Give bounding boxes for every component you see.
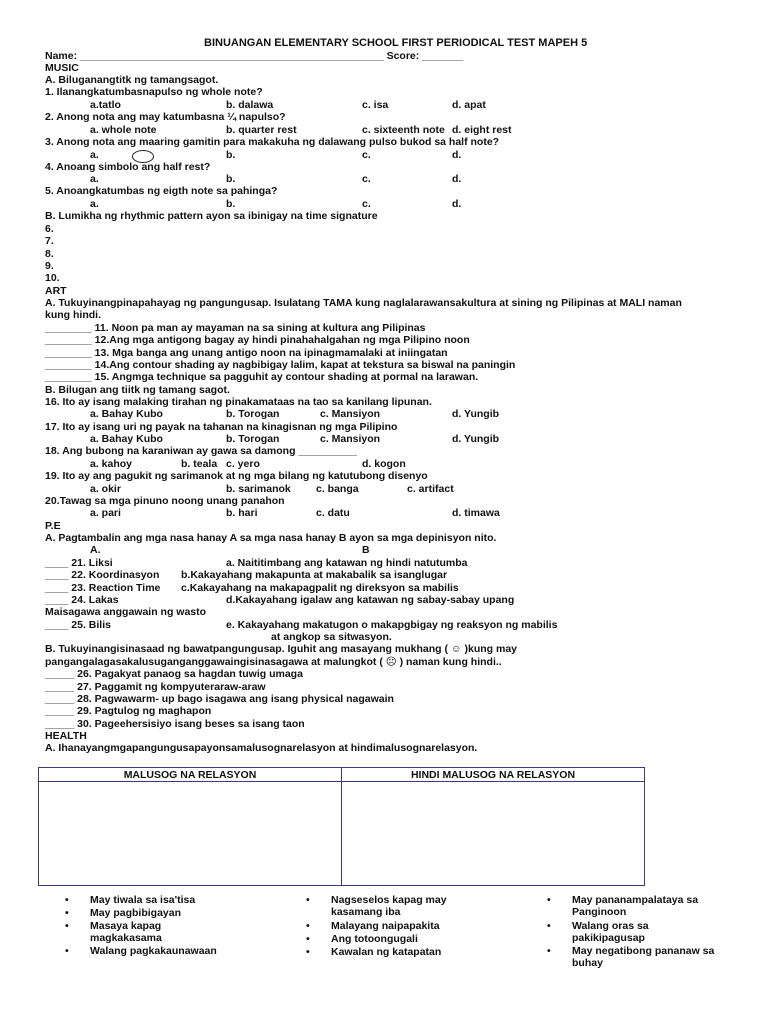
q18-option-d: d. kogon [362, 458, 406, 470]
item-number-7: 7. [45, 235, 54, 247]
answer-cell-malusog[interactable] [39, 782, 342, 886]
q20-option-a: a. pari [90, 507, 121, 519]
q18-option-b: b. teala [181, 458, 218, 470]
list-item: • Walang pagkakaunawaan [90, 945, 250, 957]
section-heading-health: HEALTH [45, 730, 87, 742]
q16-option-d: d. Yungib [452, 408, 500, 420]
q5-option-a: a. [90, 198, 99, 210]
q4-option-b: b. [226, 173, 236, 185]
q19-option-d: c. artifact [407, 483, 454, 495]
question-16: 16. Ito ay isang malaking tirahan ng pinakamataas na tao sa kanilang lipunan. [45, 396, 432, 408]
q3-option-b: b. [226, 149, 236, 161]
music-part-a-instruction: A. Biluganangtitk ng tamangsagot. [45, 74, 219, 86]
q19-option-c: c. banga [316, 483, 359, 495]
match-a-25: ____ 25. Bilis [45, 619, 111, 631]
q5-option-d: d. [452, 198, 462, 210]
q3-option-a: a. [90, 149, 99, 161]
q4-option-a: a. [90, 173, 99, 185]
match-a-21: ____ 21. Liksi [45, 557, 113, 569]
q17-option-b: b. Torogan [226, 433, 280, 445]
art-item-15: ________ 15. Angmga technique sa pagguhit ay contour shading at pormal na larawan. [45, 371, 479, 383]
match-b-d-cont: Maisagawa anggawain ng wasto [45, 606, 207, 618]
q16-option-a: a. Bahay Kubo [90, 408, 163, 420]
pe-item-28: _____ 28. Pagwawarm- up bago isagawa ang isang physical nagawain [45, 693, 394, 705]
q4-option-c: c. [362, 173, 371, 185]
section-heading-art: ART [45, 285, 67, 297]
q20-option-c: c. datu [316, 507, 350, 519]
q18-option-a: a. kahoy [90, 458, 133, 470]
q20-option-b: b. hari [226, 507, 258, 519]
q19-option-a: a. okir [90, 483, 121, 495]
pe-item-29: _____ 29. Pagtulog ng maghapon [45, 705, 212, 717]
question-20: 20.Tawag sa mga pinuno noong unang panahon [45, 495, 285, 507]
q1-option-a: a.tatlo [90, 99, 121, 111]
match-a-22: ____ 22. Koordinasyon [45, 569, 160, 581]
table-header-hindi-malusog: HINDI MALUSOG NA RELASYON [342, 768, 645, 782]
match-b-b: b.Kakayahang makapunta at makabalik sa isanglugar [181, 569, 448, 581]
match-b-e-cont: at angkop sa sitwasyon. [271, 631, 392, 643]
question-2: 2. Anong nota ang may katumbasna ¼ napulso? [45, 111, 286, 123]
q17-option-a: a. Bahay Kubo [90, 433, 163, 445]
test-title: BINUANGAN ELEMENTARY SCHOOL FIRST PERIODICAL TEST MAPEH 5 [204, 37, 588, 49]
q3-option-c: c. [362, 149, 371, 161]
item-number-10: 10. [45, 272, 60, 284]
q2-option-c: c. sixteenth note [362, 124, 445, 136]
list-item: • May negatibong pananaw sa buhay [572, 945, 732, 969]
pe-item-30: _____ 30. Pageehersisiyo isang beses sa isang taon [45, 718, 305, 730]
pe-part-b-instruction: B. Tukuyinangisinasaad ng bawatpangungusap. Iguhit ang masayang mukhang ( ☺ )kung may [45, 643, 518, 655]
art-part-a-instruction: A. Tukuyinangpinapahayag ng pangungusap. Isulatang TAMA kung naglalarawansakultura at sining ng Pilipinas at MALI naman [45, 297, 682, 309]
column-b-label: B [362, 544, 370, 556]
q1-option-c: c. isa [362, 99, 389, 111]
q1-option-b: b. dalawa [226, 99, 274, 111]
q17-option-d: d. Yungib [452, 433, 500, 445]
pe-item-27: _____ 27. Paggamit ng kompyuteraraw-araw [45, 681, 266, 693]
q2-option-d: d. eight rest [452, 124, 512, 136]
match-b-c: c.Kakayahang na makapagpalit ng direksyon sa mabilis [181, 582, 459, 594]
q17-option-c: c. Mansiyon [320, 433, 381, 445]
list-item: • Masaya kapag magkakasama [90, 920, 190, 944]
q20-option-d: d. timawa [452, 507, 500, 519]
list-item: • May pagbibigayan [90, 907, 220, 919]
question-3: 3. Anong nota ang maaring gamitin para makakuha ng dalawang pulso bukod sa half note? [45, 136, 500, 148]
match-b-a: a. Naititimbang ang katawan ng hindi natutumba [226, 557, 468, 569]
q16-option-b: b. Torogan [226, 408, 280, 420]
question-1: 1. Ilanangkatumbasnapulso ng whole note? [45, 86, 263, 98]
relationship-table [38, 767, 645, 886]
q4-option-d: d. [452, 173, 462, 185]
art-item-11: ________ 11. Noon pa man ay mayaman na sa sining at kultura ang Pilipinas [45, 322, 426, 334]
pe-part-a-instruction: A. Pagtambalin ang mga nasa hanay A sa mga nasa hanay B ayon sa mga depinisyon nito. [45, 532, 497, 544]
q5-option-b: b. [226, 198, 236, 210]
section-heading-pe: P.E [45, 520, 61, 532]
q5-option-c: c. [362, 198, 371, 210]
item-number-9: 9. [45, 260, 54, 272]
item-number-6: 6. [45, 223, 54, 235]
pe-part-b-instruction-cont: pangangalagasakalusuganganggawaingisinasagawa at malungkot ( ☹ ) naman kung hindi.. [45, 656, 502, 668]
question-17: 17. Ito ay isang uri ng payak na tahanan na kinagisnan ng mga Pilipino [45, 421, 398, 433]
list-item: • Walang oras sa pakikipagusap [572, 920, 692, 944]
list-item: • Kawalan ng katapatan [331, 946, 461, 958]
name-score-line: Name: ____________________________________________________ Score: _______ [45, 50, 464, 62]
item-number-8: 8. [45, 248, 54, 260]
q3-option-d: d. [452, 149, 462, 161]
q2-option-b: b. quarter rest [226, 124, 297, 136]
question-19: 19. Ito ay ang pagukit ng sarimanok at ng mga bilang ng katutubong disenyo [45, 470, 428, 482]
match-b-d: d.Kakayahang igalaw ang katawan ng sabay-sabay upang [226, 594, 515, 606]
q1-option-d: d. apat [452, 99, 486, 111]
list-item: • Ang totoongugali [331, 933, 461, 945]
q18-option-c: c. yero [226, 458, 260, 470]
answer-cell-hindi-malusog[interactable] [342, 782, 645, 886]
pe-item-26: _____ 26. Pagakyat panaog sa hagdan tuwig umaga [45, 668, 303, 680]
art-item-12: ________ 12.Ang mga antigong bagay ay hindi pinahahalgahan ng mga Pilipino noon [45, 334, 470, 346]
question-4: 4. Anoang simbolo ang half rest? [45, 161, 211, 173]
music-part-b-instruction: B. Lumikha ng rhythmic pattern ayon sa ibinigay na time signature [45, 210, 378, 222]
table-header-malusog: MALUSOG NA RELASYON [39, 768, 342, 782]
art-item-14: ________ 14.Ang contour shading ay nagbibigay lalim, kapat at tekstura sa biswal na paningin [45, 359, 516, 371]
list-item: • Malayang naipapakita [331, 920, 461, 932]
question-5: 5. Anoangkatumbas ng eigth note sa pahinga? [45, 185, 278, 197]
health-part-a-instruction: A. Ihanayangmgapangungusapayonsamalusognarelasyon at hindimalusognarelasyon. [45, 742, 478, 754]
q19-option-b: b. sarimanok [226, 483, 291, 495]
question-18: 18. Ang bubong na karaniwan ay gawa sa damong __________ [45, 445, 357, 457]
art-part-a-instruction-cont: kung hindi. [45, 309, 101, 321]
q2-option-a: a. whole note [90, 124, 157, 136]
list-item: • Nagseselos kapag may kasamang iba [331, 894, 461, 918]
q16-option-c: c. Mansiyon [320, 408, 381, 420]
match-a-23: ____ 23. Reaction Time [45, 582, 161, 594]
section-heading-music: MUSIC [45, 62, 79, 74]
art-item-13: ________ 13. Mga banga ang unang antigo noon na ipinagmamalaki at iniingatan [45, 347, 448, 359]
column-a-label: A. [90, 544, 101, 556]
list-item: • May tiwala sa isa'tisa [90, 894, 220, 906]
list-item: • May pananampalataya sa Panginoon [572, 894, 722, 918]
match-b-e: e. Kakayahang makatugon o makapgbigay ng reaksyon ng mabilis [226, 619, 558, 631]
art-part-b-instruction: B. Bilugan ang tiitk ng tamang sagot. [45, 384, 230, 396]
match-a-24: ____ 24. Lakas [45, 594, 119, 606]
